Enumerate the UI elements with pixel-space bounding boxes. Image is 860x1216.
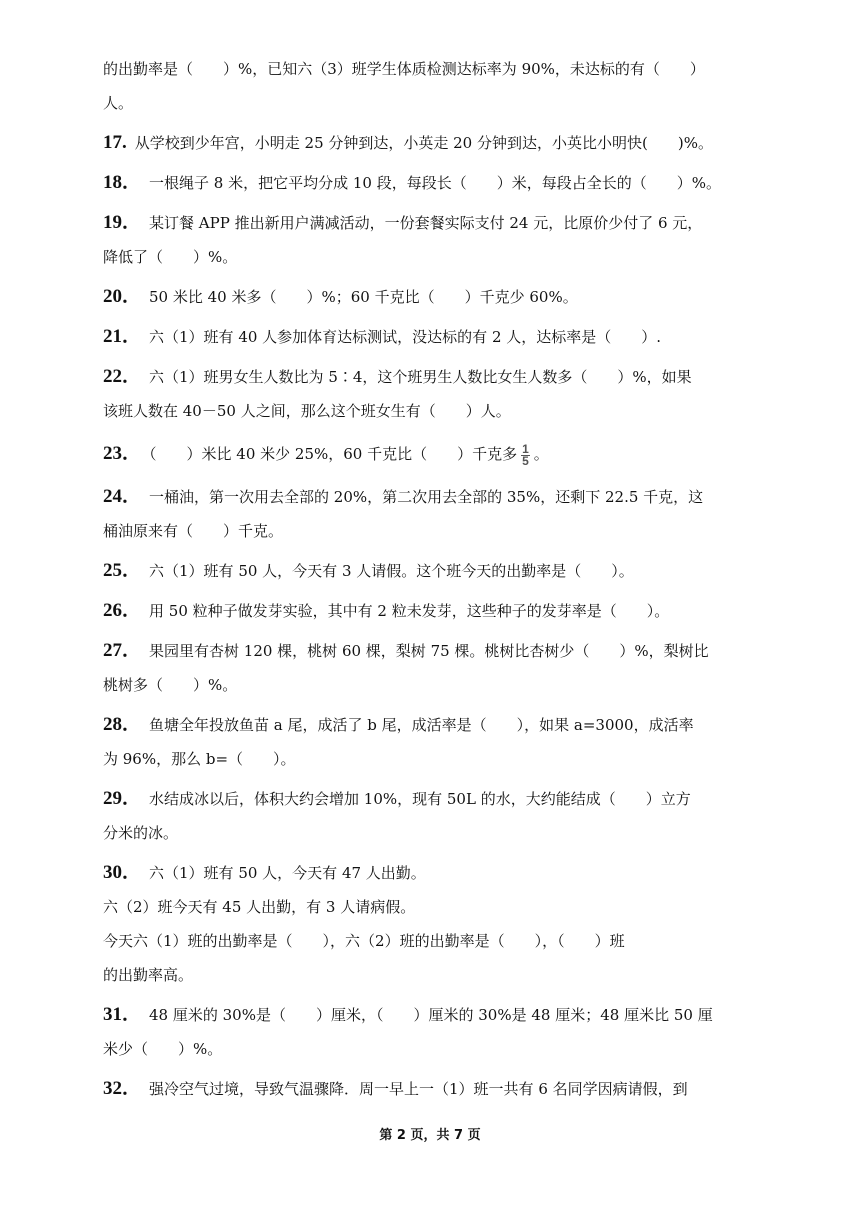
question-text: 降低了（ ）%。: [103, 248, 238, 266]
question-number: 30．: [103, 862, 142, 883]
question-text: 强冷空气过境，导致气温骤降．周一早上一（1）班一共有 6 名同学因病请假，到: [149, 1080, 688, 1098]
fraction-denominator: 5: [522, 453, 529, 468]
question-text: 。: [533, 445, 549, 463]
question-17: [103, 126, 757, 160]
question-number: 20．: [103, 286, 142, 307]
question-number: 22．: [103, 366, 142, 387]
question-text: 从学校到少年宫，小明走 25 分钟到达，小英走 20 分钟到达，小英比小明快( )%。: [134, 134, 713, 152]
question-number: 29．: [103, 788, 142, 809]
question-24: [103, 480, 757, 514]
question-19: [103, 206, 757, 240]
question-20: [103, 280, 757, 314]
question-21: [103, 320, 757, 354]
text-line: [103, 924, 757, 958]
question-text: 的出勤率是（ ）%，已知六（3）班学生体质检测达标率为 90%，未达标的有（ ）: [103, 60, 705, 78]
question-number: 17.: [103, 132, 127, 153]
question-text: 鱼塘全年投放鱼苗 a 尾，成活了 b 尾，成活率是（ ），如果 a=3000，成活率: [149, 716, 694, 734]
question-number: 31．: [103, 1004, 142, 1025]
question-text: 的出勤率高。: [103, 966, 194, 984]
question-28: [103, 708, 757, 742]
question-text: 分米的冰。: [103, 824, 179, 842]
question-text: 六（1）班男女生人数比为 5∶4，这个班男生人数比女生人数多（ ）%，如果: [149, 368, 692, 386]
question-text: 今天六（1）班的出勤率是（ ），六（2）班的出勤率是（ ），（ ）班: [103, 932, 625, 950]
question-number: 18．: [103, 172, 142, 193]
question-text: 人。: [103, 94, 134, 112]
page-content: [103, 52, 757, 1106]
fraction: [521, 441, 530, 468]
text-line: [103, 742, 757, 776]
question-32: [103, 1072, 757, 1106]
question-25: [103, 554, 757, 588]
text-line: [103, 1032, 757, 1066]
question-number: 32．: [103, 1078, 142, 1099]
question-number: 25．: [103, 560, 142, 581]
question-number: 27．: [103, 640, 142, 661]
text-line: [103, 890, 757, 924]
question-text: （ ）米比 40 米少 25%，60 千克比（ ）千克多: [149, 445, 518, 463]
question-number: 26．: [103, 600, 142, 621]
question-text: 一根绳子 8 米，把它平均分成 10 段，每段长（ ）米，每段占全长的（ ）%。: [149, 174, 721, 192]
question-text: 六（1）班有 50 人，今天有 47 人出勤。: [149, 864, 426, 882]
question-text: 50 米比 40 米多（ ）%；60 千克比（ ）千克少 60%。: [149, 288, 578, 306]
text-line: [103, 86, 757, 120]
question-text: 桃树多（ ）%。: [103, 676, 238, 694]
text-line: [103, 668, 757, 702]
text-line: [103, 394, 757, 428]
question-31: [103, 998, 757, 1032]
question-text: 果园里有杏树 120 棵，桃树 60 棵，梨树 75 棵。桃树比杏树少（ ）%，梨树比: [149, 642, 709, 660]
page-footer: 第 2 页，共 7 页: [379, 1128, 481, 1143]
text-line: [103, 958, 757, 992]
question-text: 六（1）班有 50 人，今天有 3 人请假。这个班今天的出勤率是（ ）。: [149, 562, 634, 580]
question-text: 水结成冰以后，体积大约会增加 10%，现有 50L 的水，大约能结成（ ）立方: [149, 790, 691, 808]
question-text: 某订餐 APP 推出新用户满减活动，一份套餐实际支付 24 元，比原价少付了 6 元，: [149, 214, 703, 232]
question-text: 该班人数在 40－50 人之间，那么这个班女生有（ ）人。: [103, 402, 511, 420]
question-number: 23．: [103, 443, 142, 464]
question-27: [103, 634, 757, 668]
question-29: [103, 782, 757, 816]
question-text: 48 厘米的 30%是（ ）厘米，（ ）厘米的 30%是 48 厘米；48 厘米比 50 厘: [149, 1006, 713, 1024]
text-line: [103, 514, 757, 548]
text-line: [103, 816, 757, 850]
question-22: [103, 360, 757, 394]
question-text: 一桶油，第一次用去全部的 20%，第二次用去全部的 35%，还剩下 22.5 千克，这: [149, 488, 704, 506]
question-text: 六（1）班有 40 人参加体育达标测试，没达标的有 2 人，达标率是（ ）.: [149, 328, 662, 346]
question-30: [103, 856, 757, 890]
question-text: 桶油原来有（ ）千克。: [103, 522, 284, 540]
text-line: [103, 52, 757, 86]
question-text: 为 96%，那么 b=（ ）。: [103, 750, 296, 768]
question-number: 19．: [103, 212, 142, 233]
question-number: 28．: [103, 714, 142, 735]
question-number: 24．: [103, 486, 142, 507]
question-number: 21．: [103, 326, 142, 347]
fraction-numerator: 1: [522, 441, 529, 456]
question-text: 六（2）班今天有 45 人出勤，有 3 人请病假。: [103, 898, 416, 916]
text-line: [103, 240, 757, 274]
question-26: [103, 594, 757, 628]
question-text: 用 50 粒种子做发芽实验，其中有 2 粒未发芽，这些种子的发芽率是（ ）。: [149, 602, 670, 620]
question-23: [103, 434, 757, 474]
question-text: 米少（ ）%。: [103, 1040, 223, 1058]
question-18: [103, 166, 757, 200]
